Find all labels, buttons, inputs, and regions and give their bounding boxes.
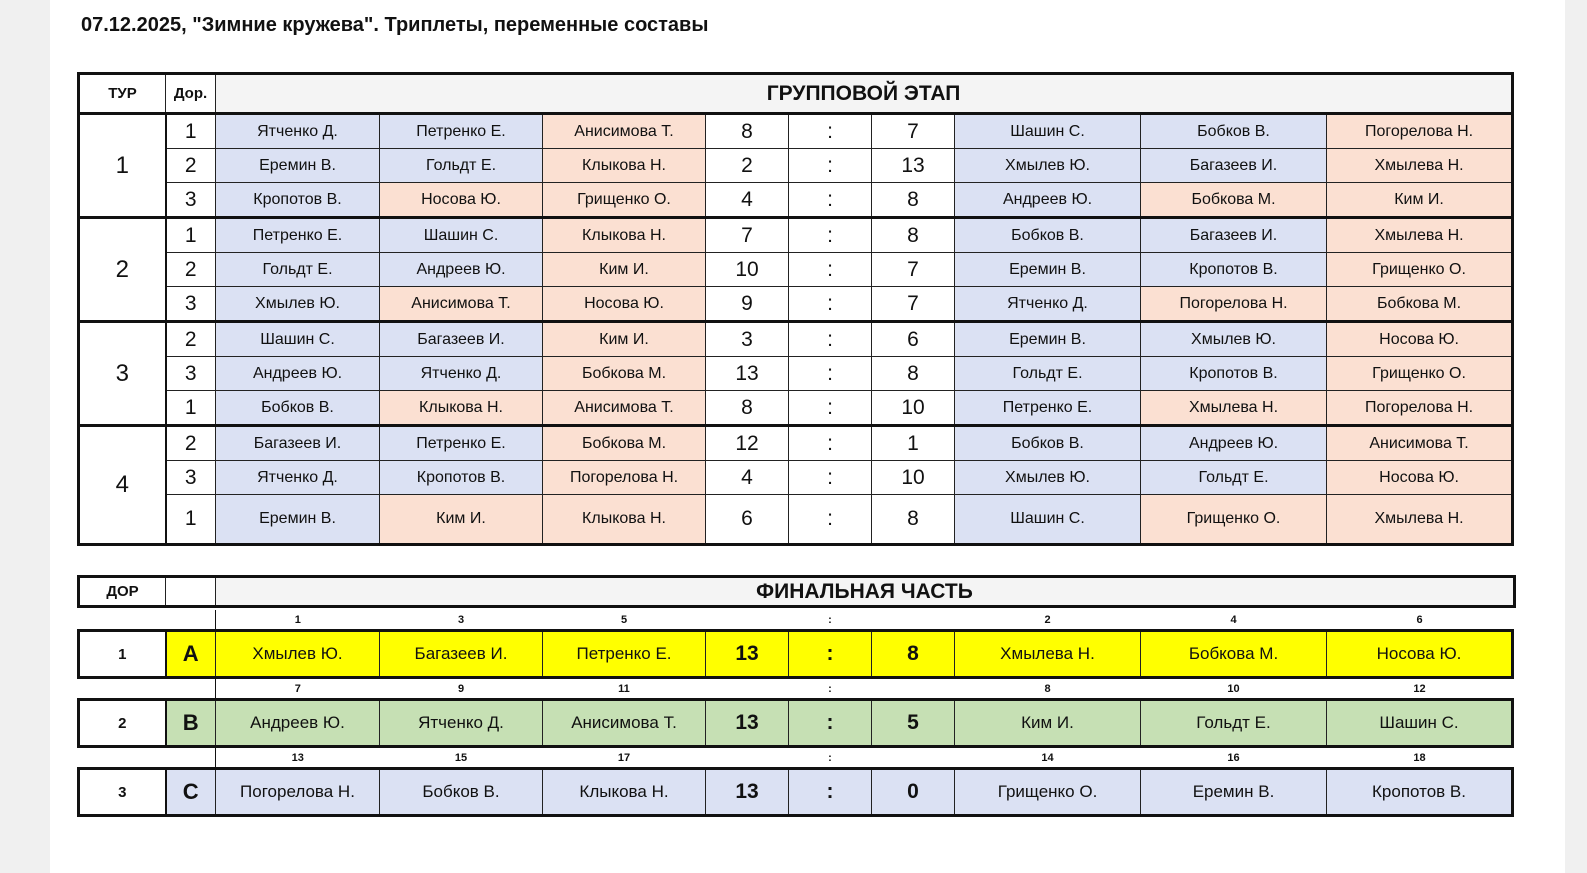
score-left: 4	[706, 461, 789, 495]
final-lane-number: 1	[79, 631, 166, 678]
player-cell: Шашин С.	[955, 495, 1141, 545]
player-cell: Петренко Е.	[543, 631, 706, 678]
player-cell: Анисимова Т.	[543, 391, 706, 426]
lane-number: 3	[166, 357, 216, 391]
seed-blank	[872, 678, 955, 700]
score-left: 4	[706, 183, 789, 218]
score-separator: :	[789, 183, 872, 218]
lane-number: 2	[166, 426, 216, 461]
score-separator: :	[789, 769, 872, 816]
score-left: 9	[706, 287, 789, 322]
player-cell: Бобков В.	[955, 426, 1141, 461]
player-cell: Петренко Е.	[380, 426, 543, 461]
player-cell: Гольдт Е.	[216, 253, 380, 287]
player-cell: Шашин С.	[216, 322, 380, 357]
final-group-letter: A	[166, 631, 216, 678]
player-cell: Грищенко О.	[955, 769, 1141, 816]
player-cell: Клыкова Н.	[543, 769, 706, 816]
score-right: 8	[872, 495, 955, 545]
score-left: 13	[706, 631, 789, 678]
player-cell: Андреев Ю.	[216, 700, 380, 747]
final-lane-number: 3	[79, 769, 166, 816]
lane-number: 1	[166, 391, 216, 426]
player-cell: Петренко Е.	[380, 114, 543, 149]
player-cell: Бобкова М.	[543, 357, 706, 391]
lane-number: 1	[166, 218, 216, 253]
score-separator: :	[789, 253, 872, 287]
seed-row	[79, 678, 1513, 700]
lane-number: 1	[166, 495, 216, 545]
seed-number: 10	[1141, 678, 1327, 700]
page-title: 07.12.2025, "Зимние кружева". Триплеты, переменные составы	[81, 14, 709, 36]
player-cell: Носова Ю.	[1327, 461, 1513, 495]
lane-number: 1	[166, 114, 216, 149]
seed-blank	[872, 610, 955, 631]
score-separator: :	[789, 322, 872, 357]
player-cell: Еремин В.	[955, 253, 1141, 287]
score-left: 13	[706, 357, 789, 391]
score-left: 12	[706, 426, 789, 461]
player-cell: Гольдт Е.	[1141, 461, 1327, 495]
score-left: 3	[706, 322, 789, 357]
player-cell: Хмылев Ю.	[1141, 322, 1327, 357]
player-cell: Грищенко О.	[1141, 495, 1327, 545]
player-cell: Хмылева Н.	[1327, 218, 1513, 253]
score-left: 2	[706, 149, 789, 183]
player-cell: Гольдт Е.	[1141, 700, 1327, 747]
player-cell: Ким И.	[1327, 183, 1513, 218]
seed-separator: :	[789, 678, 872, 700]
player-cell: Ким И.	[380, 495, 543, 545]
seed-number: 3	[380, 610, 543, 631]
player-cell: Еремин В.	[955, 322, 1141, 357]
player-cell: Андреев Ю.	[1141, 426, 1327, 461]
player-cell: Багазеев И.	[1141, 218, 1327, 253]
player-cell: Носова Ю.	[1327, 322, 1513, 357]
tour-number: 4	[79, 426, 166, 545]
player-cell: Хмылева Н.	[955, 631, 1141, 678]
seed-number: 15	[380, 747, 543, 769]
player-cell: Бобков В.	[955, 218, 1141, 253]
seed-blank	[79, 610, 216, 631]
score-right: 7	[872, 253, 955, 287]
player-cell: Гольдт Е.	[380, 149, 543, 183]
tour-number: 2	[79, 218, 166, 322]
player-cell: Погорелова Н.	[1141, 287, 1327, 322]
final-game-row	[79, 769, 1513, 816]
seed-separator: :	[789, 610, 872, 631]
player-cell: Багазеев И.	[380, 631, 543, 678]
final-stage-header: ФИНАЛЬНАЯ ЧАСТЬ	[216, 577, 1515, 607]
player-cell: Грищенко О.	[1327, 253, 1513, 287]
score-left: 8	[706, 391, 789, 426]
score-separator: :	[789, 700, 872, 747]
score-left: 13	[706, 700, 789, 747]
score-left: 7	[706, 218, 789, 253]
player-cell: Бобков В.	[1141, 114, 1327, 149]
score-left: 6	[706, 495, 789, 545]
player-cell: Погорелова Н.	[543, 461, 706, 495]
player-cell: Гольдт Е.	[955, 357, 1141, 391]
player-cell: Грищенко О.	[1327, 357, 1513, 391]
final-lane-number: 2	[79, 700, 166, 747]
final-header-row	[79, 577, 1515, 607]
player-cell: Андреев Ю.	[380, 253, 543, 287]
player-cell: Кропотов В.	[1327, 769, 1513, 816]
player-cell: Носова Ю.	[543, 287, 706, 322]
game-row	[79, 391, 1513, 426]
seed-row	[79, 747, 1513, 769]
player-cell: Андреев Ю.	[216, 357, 380, 391]
group-stage-table	[77, 72, 1514, 546]
player-cell: Петренко Е.	[955, 391, 1141, 426]
final-empty-header	[166, 577, 216, 607]
tour-number: 1	[79, 114, 166, 218]
seed-blank	[706, 610, 789, 631]
score-right: 6	[872, 322, 955, 357]
player-cell: Еремин В.	[216, 495, 380, 545]
tour-number: 3	[79, 322, 166, 426]
seed-blank	[79, 678, 216, 700]
group-stage-header: ГРУППОВОЙ ЭТАП	[216, 74, 1513, 114]
player-cell: Шашин С.	[1327, 700, 1513, 747]
player-cell: Шашин С.	[380, 218, 543, 253]
player-cell: Андреев Ю.	[955, 183, 1141, 218]
seed-number: 17	[543, 747, 706, 769]
game-row	[79, 495, 1513, 545]
lane-number: 2	[166, 149, 216, 183]
score-separator: :	[789, 357, 872, 391]
score-right: 8	[872, 357, 955, 391]
player-cell: Кропотов В.	[216, 183, 380, 218]
player-cell: Кропотов В.	[1141, 253, 1327, 287]
final-stage-table	[77, 610, 1514, 817]
seed-number: 18	[1327, 747, 1513, 769]
score-right: 8	[872, 218, 955, 253]
seed-number: 14	[955, 747, 1141, 769]
player-cell: Кропотов В.	[1141, 357, 1327, 391]
score-right: 8	[872, 631, 955, 678]
seed-number: 16	[1141, 747, 1327, 769]
player-cell: Ким И.	[955, 700, 1141, 747]
score-right: 5	[872, 700, 955, 747]
player-cell: Кропотов В.	[380, 461, 543, 495]
final-group-letter: B	[166, 700, 216, 747]
seed-row	[79, 610, 1513, 631]
player-cell: Хмылева Н.	[1327, 495, 1513, 545]
game-row	[79, 253, 1513, 287]
score-right: 1	[872, 426, 955, 461]
seed-number: 4	[1141, 610, 1327, 631]
seed-number: 12	[1327, 678, 1513, 700]
player-cell: Носова Ю.	[380, 183, 543, 218]
player-cell: Анисимова Т.	[1327, 426, 1513, 461]
score-separator: :	[789, 149, 872, 183]
player-cell: Хмылев Ю.	[216, 287, 380, 322]
player-cell: Бобкова М.	[1141, 631, 1327, 678]
player-cell: Ятченко Д.	[216, 114, 380, 149]
player-cell: Ятченко Д.	[380, 357, 543, 391]
player-cell: Хмылева Н.	[1141, 391, 1327, 426]
game-row	[79, 461, 1513, 495]
score-left: 10	[706, 253, 789, 287]
seed-number: 6	[1327, 610, 1513, 631]
seed-blank	[706, 678, 789, 700]
score-separator: :	[789, 631, 872, 678]
player-cell: Ким И.	[543, 253, 706, 287]
seed-number: 9	[380, 678, 543, 700]
lane-number: 2	[166, 322, 216, 357]
score-left: 13	[706, 769, 789, 816]
lane-number: 3	[166, 287, 216, 322]
score-left: 8	[706, 114, 789, 149]
score-separator: :	[789, 426, 872, 461]
game-row	[79, 357, 1513, 391]
player-cell: Анисимова Т.	[543, 700, 706, 747]
player-cell: Носова Ю.	[1327, 631, 1513, 678]
player-cell: Погорелова Н.	[216, 769, 380, 816]
player-cell: Бобкова М.	[1141, 183, 1327, 218]
player-cell: Хмылев Ю.	[955, 461, 1141, 495]
lane-number: 2	[166, 253, 216, 287]
final-group-letter: C	[166, 769, 216, 816]
player-cell: Шашин С.	[955, 114, 1141, 149]
player-cell: Погорелова Н.	[1327, 114, 1513, 149]
game-row	[79, 287, 1513, 322]
player-cell: Бобкова М.	[543, 426, 706, 461]
score-right: 8	[872, 183, 955, 218]
player-cell: Клыкова Н.	[543, 149, 706, 183]
player-cell: Ятченко Д.	[216, 461, 380, 495]
player-cell: Хмылева Н.	[1327, 149, 1513, 183]
lane-header: Дор.	[166, 74, 216, 114]
player-cell: Хмылев Ю.	[216, 631, 380, 678]
player-cell: Клыкова Н.	[543, 218, 706, 253]
player-cell: Багазеев И.	[1141, 149, 1327, 183]
game-row	[79, 426, 1513, 461]
final-game-row	[79, 700, 1513, 747]
score-right: 7	[872, 114, 955, 149]
player-cell: Еремин В.	[216, 149, 380, 183]
player-cell: Ятченко Д.	[380, 700, 543, 747]
player-cell: Еремин В.	[1141, 769, 1327, 816]
score-right: 10	[872, 391, 955, 426]
player-cell: Анисимова Т.	[543, 114, 706, 149]
player-cell: Анисимова Т.	[380, 287, 543, 322]
lane-number: 3	[166, 183, 216, 218]
final-stage-header-table	[77, 575, 1516, 608]
score-right: 10	[872, 461, 955, 495]
score-separator: :	[789, 495, 872, 545]
group-header-row	[79, 74, 1513, 114]
player-cell: Бобков В.	[216, 391, 380, 426]
score-separator: :	[789, 461, 872, 495]
player-cell: Ким И.	[543, 322, 706, 357]
player-cell: Погорелова Н.	[1327, 391, 1513, 426]
tour-header: ТУР	[79, 74, 166, 114]
player-cell: Хмылев Ю.	[955, 149, 1141, 183]
final-game-row	[79, 631, 1513, 678]
seed-number: 7	[216, 678, 380, 700]
player-cell: Бобкова М.	[1327, 287, 1513, 322]
game-row	[79, 322, 1513, 357]
score-separator: :	[789, 114, 872, 149]
player-cell: Багазеев И.	[216, 426, 380, 461]
seed-number: 11	[543, 678, 706, 700]
seed-number: 5	[543, 610, 706, 631]
game-row	[79, 183, 1513, 218]
game-row	[79, 149, 1513, 183]
seed-separator: :	[789, 747, 872, 769]
seed-number: 8	[955, 678, 1141, 700]
player-cell: Бобков В.	[380, 769, 543, 816]
score-separator: :	[789, 391, 872, 426]
game-row	[79, 114, 1513, 149]
seed-blank	[79, 747, 216, 769]
game-row	[79, 218, 1513, 253]
score-right: 13	[872, 149, 955, 183]
seed-blank	[706, 747, 789, 769]
player-cell: Ятченко Д.	[955, 287, 1141, 322]
seed-blank	[872, 747, 955, 769]
player-cell: Клыкова Н.	[380, 391, 543, 426]
seed-number: 2	[955, 610, 1141, 631]
score-separator: :	[789, 218, 872, 253]
final-lane-header: ДОР	[79, 577, 166, 607]
lane-number: 3	[166, 461, 216, 495]
score-separator: :	[789, 287, 872, 322]
player-cell: Петренко Е.	[216, 218, 380, 253]
player-cell: Грищенко О.	[543, 183, 706, 218]
seed-number: 1	[216, 610, 380, 631]
seed-number: 13	[216, 747, 380, 769]
score-right: 0	[872, 769, 955, 816]
player-cell: Багазеев И.	[380, 322, 543, 357]
player-cell: Клыкова Н.	[543, 495, 706, 545]
score-right: 7	[872, 287, 955, 322]
